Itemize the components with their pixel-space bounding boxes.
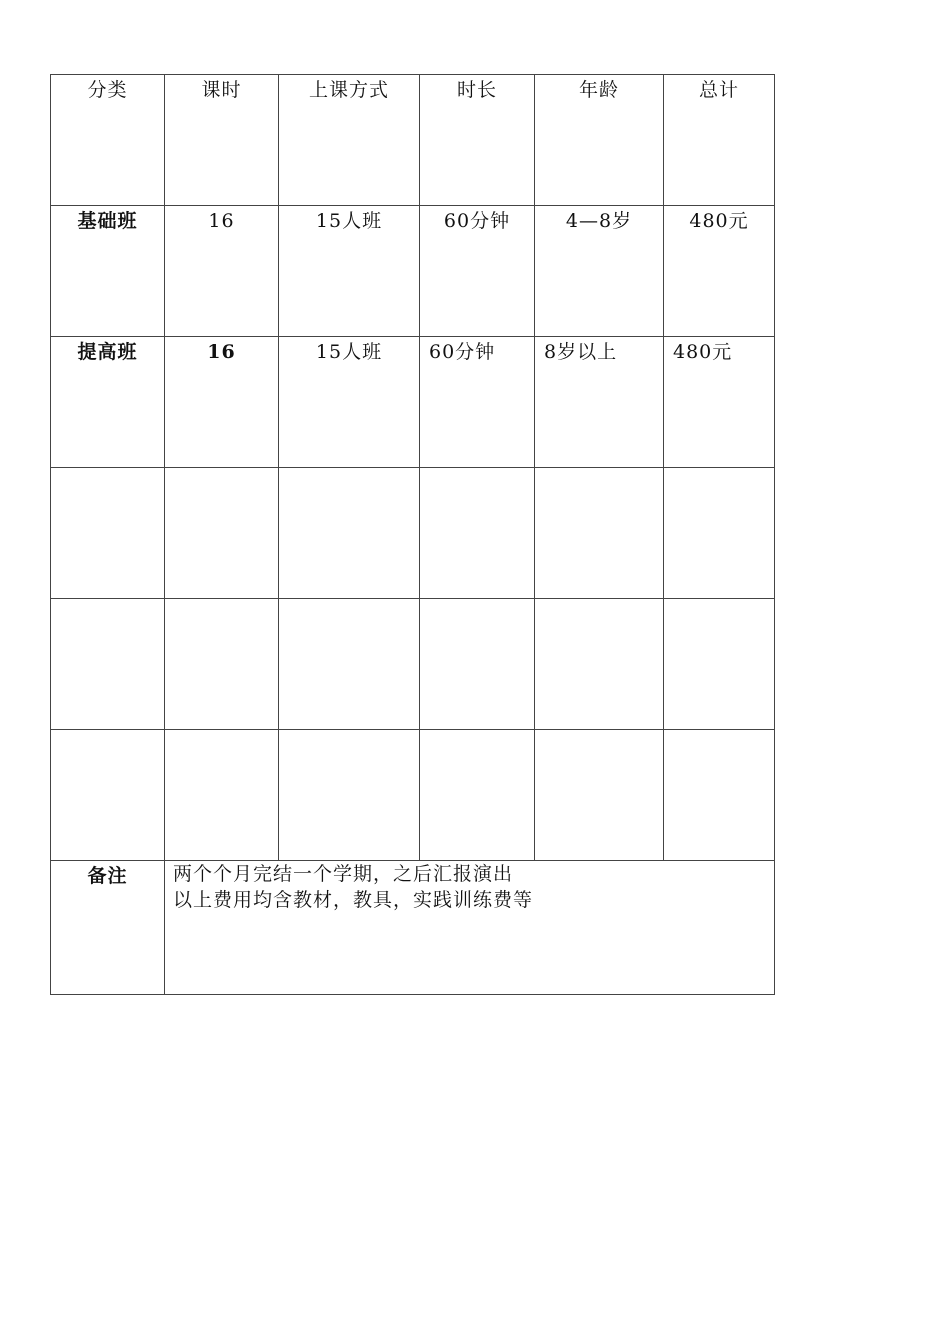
remarks-label: 备注: [51, 861, 165, 995]
fee-table: [50, 74, 775, 995]
row-advanced-age: 8岁以上: [535, 337, 664, 468]
empty-cell: [420, 468, 535, 599]
empty-cell: [51, 468, 165, 599]
header-row: [51, 75, 775, 206]
empty-cell: [420, 599, 535, 730]
empty-cell: [535, 599, 664, 730]
row-basic-total: 480元: [664, 206, 775, 337]
row-basic-category: 基础班: [51, 206, 165, 337]
empty-cell: [279, 599, 420, 730]
table-row-advanced: [51, 337, 775, 468]
row-basic-duration: 60分钟: [420, 206, 535, 337]
header-category: 分类: [51, 75, 165, 206]
empty-cell: [51, 599, 165, 730]
header-class-format: 上课方式: [279, 75, 420, 206]
row-advanced-category: 提高班: [51, 337, 165, 468]
remarks-row: [51, 861, 775, 995]
empty-cell: [279, 468, 420, 599]
table-row-basic: [51, 206, 775, 337]
row-basic-format: 15人班: [279, 206, 420, 337]
empty-cell: [535, 468, 664, 599]
row-advanced-duration: 60分钟: [420, 337, 535, 468]
empty-cell: [51, 730, 165, 861]
empty-cell: [165, 599, 279, 730]
empty-cell: [165, 730, 279, 861]
header-lessons: 课时: [165, 75, 279, 206]
row-advanced-format: 15人班: [279, 337, 420, 468]
remarks-content: [165, 861, 775, 995]
empty-cell: [420, 730, 535, 861]
row-advanced-total: 480元: [664, 337, 775, 468]
empty-cell: [664, 599, 775, 730]
header-age: 年龄: [535, 75, 664, 206]
remarks-line-2: 以上费用均含教材，教具，实践训练费等: [173, 889, 534, 911]
row-advanced-lessons: 16: [165, 337, 279, 468]
row-basic-age: 4—8岁: [535, 206, 664, 337]
row-basic-lessons: 16: [165, 206, 279, 337]
empty-cell: [165, 468, 279, 599]
empty-cell: [279, 730, 420, 861]
header-duration: 时长: [420, 75, 535, 206]
empty-cell: [535, 730, 664, 861]
empty-row-1: [51, 468, 775, 599]
remarks-line-1: 两个个月完结一个学期，之后汇报演出: [173, 863, 514, 885]
header-total: 总计: [664, 75, 775, 206]
empty-cell: [664, 730, 775, 861]
empty-row-2: [51, 599, 775, 730]
empty-cell: [664, 468, 775, 599]
empty-row-3: [51, 730, 775, 861]
